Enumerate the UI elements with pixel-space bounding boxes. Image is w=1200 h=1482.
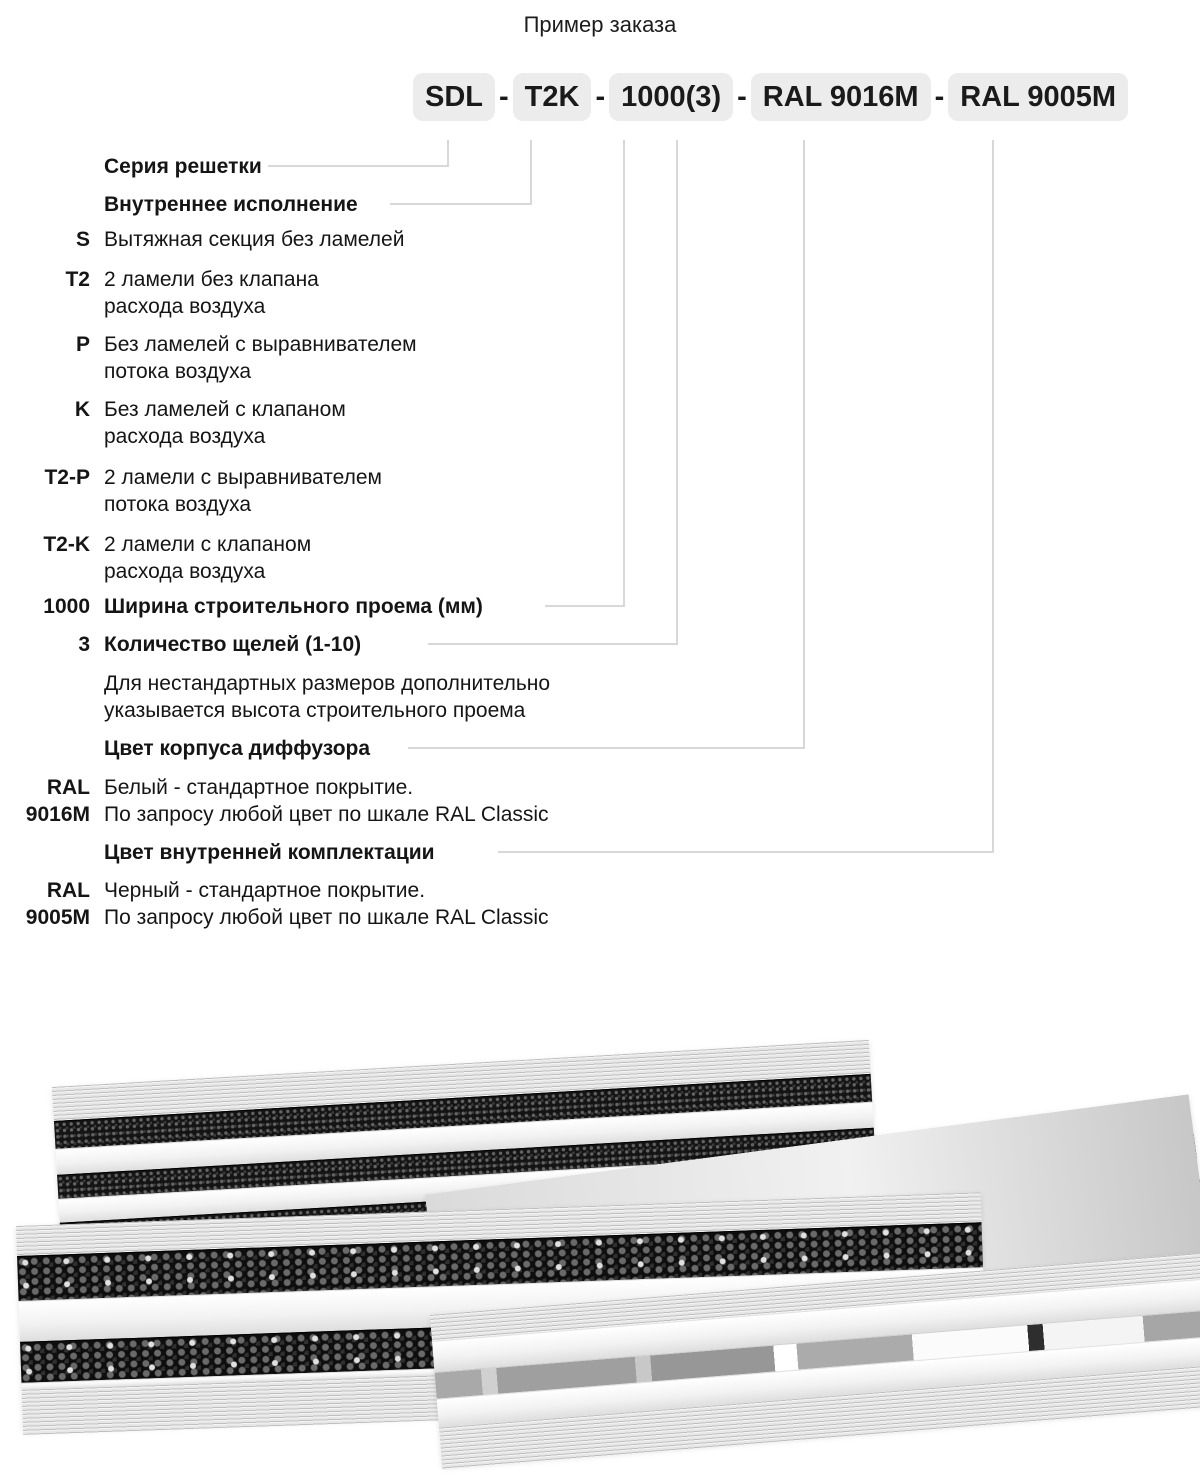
order-code-segment-internal-color: RAL 9005M [948, 73, 1128, 121]
order-code-segment-series: SDL [413, 73, 495, 121]
order-code-segment-body-color: RAL 9016M [751, 73, 931, 121]
order-code-separator: - [595, 80, 606, 113]
legend-item-width: 1000 Ширина строительного проема (мм) [43, 595, 483, 618]
legend-item-slot-count: 3 Количество щелей (1-10) [78, 633, 362, 656]
legend-header-internal: Внутреннее исполнение [104, 193, 358, 216]
legend-header-series: Серия решетки [104, 155, 262, 178]
legend-item-t2-p: T2-P 2 ламели с выравнивателем потока воздуха [44, 466, 382, 516]
legend-item-s: S Вытяжная секция без ламелей [75, 228, 405, 251]
order-code-segment-size: 1000(3) [609, 73, 733, 121]
legend-item-t2-k: T2-K 2 ламели с клапаном расхода воздуха [43, 533, 312, 583]
legend-item-t2: T2 2 ламели без клапана расхода воздуха [65, 268, 319, 318]
legend-item-ral-9005m: RAL 9005M Черный - стандартное покрытие. По запросу любой цвет по шкале RAL Classic [25, 879, 549, 929]
order-code-separator: - [934, 80, 945, 113]
order-code-separator: - [499, 80, 509, 113]
legend-item-p: P Без ламелей с выравнивателем потока воздуха [75, 333, 417, 383]
page-title: Пример заказа [523, 11, 677, 37]
order-code-segment-internal: T2K [513, 73, 592, 121]
legend-item-k: K Без ламелей с клапаном расхода воздуха [74, 398, 346, 448]
product-photo [0, 1020, 1200, 1482]
legend-header-internal-color: Цвет внутренней комплектации [104, 841, 435, 864]
legend-header-body-color: Цвет корпуса диффузора [104, 737, 371, 760]
legend-item-ral-9016m: RAL 9016M Белый - стандартное покрытие. По запросу любой цвет по шкале RAL Classic [25, 776, 549, 826]
order-code-separator: - [737, 80, 747, 113]
legend-note: Для нестандартных размеров дополнительно указывается высота строительного проема [104, 672, 551, 722]
